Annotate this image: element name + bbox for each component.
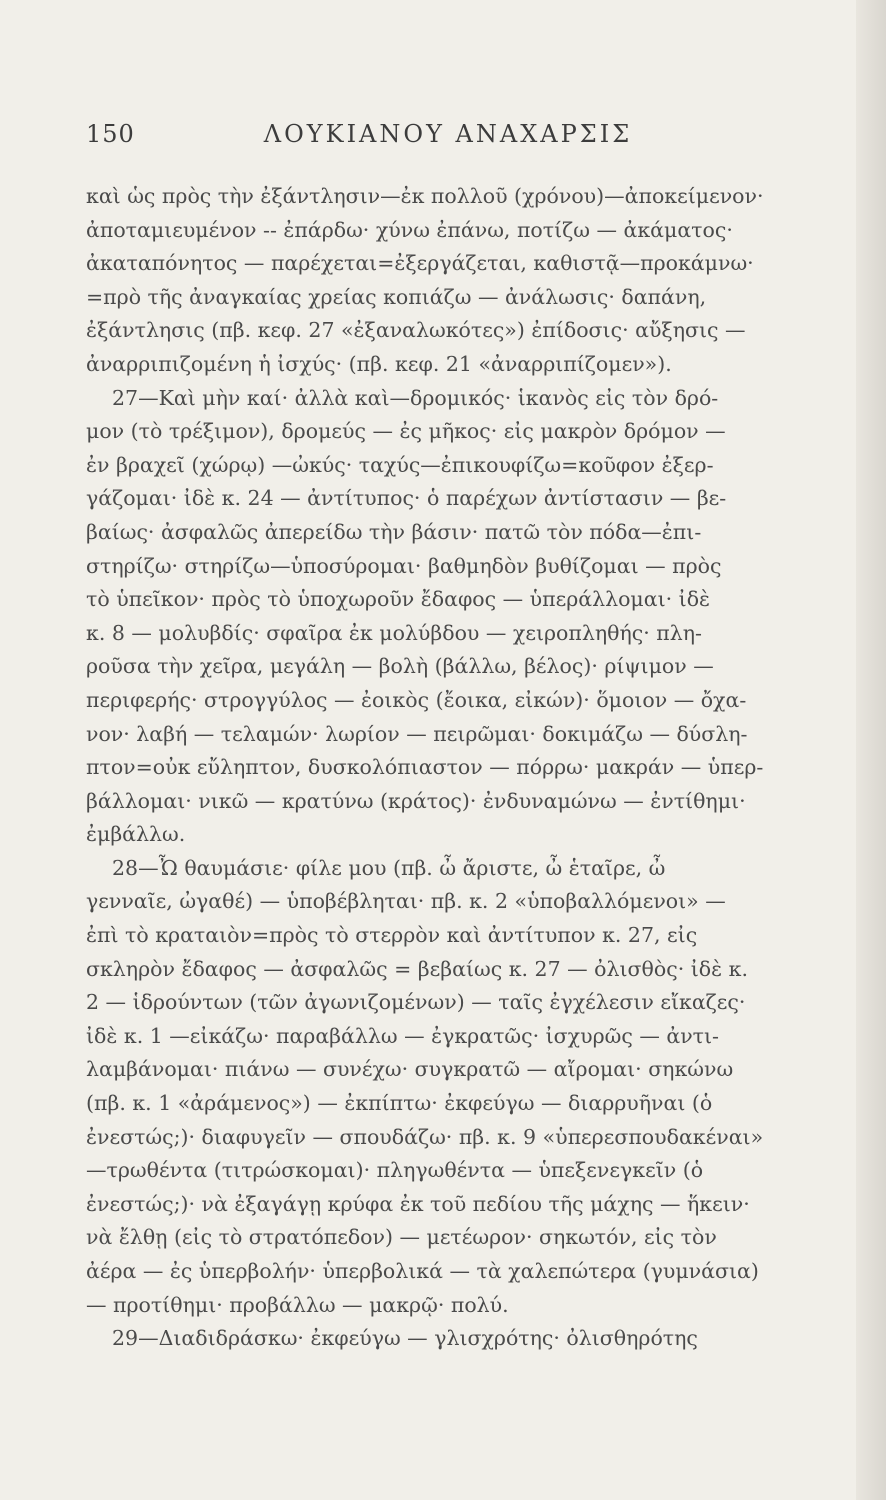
text-line: πτον=οὐκ εὔληπτον, δυσκολόπιαστον — πόρρω· μακράν — ὑπερ- <box>86 755 764 780</box>
text-line: στηρίζω· στηρίζω—ὑποσύρομαι· βαθμηδὸν βυθίζομαι — πρὸς <box>86 553 722 578</box>
text-line: τὸ ὑπεῖκον· πρὸς τὸ ὑποχωροῦν ἔδαφος — ὑπεράλλομαι· ἰδὲ <box>86 587 711 612</box>
page-number: 150 <box>86 120 135 148</box>
text-line: ἐνεστώς;)· διαφυγεῖν — σπουδάζω· πβ. κ. 9 «ὑπερεσπουδακέναι» <box>86 1124 764 1149</box>
running-title: ΛΟΥΚΙΑΝΟΥ ΑΝΑΧΑΡΣΙΣ <box>263 120 633 148</box>
text-line: ἐν βραχεῖ (χώρῳ) —ὠκύς· ταχύς—ἐπικουφίζω=κοῦφον ἐξερ- <box>86 452 714 477</box>
text-line: κ. 8 — μολυβδίς· σφαῖρα ἐκ μολύβδου — χειροπληθής· πλη- <box>86 620 702 645</box>
page-header <box>86 120 810 160</box>
text-line: — προτίθημι· προβάλλω — μακρῷ· πολύ. <box>86 1292 509 1317</box>
page-edge <box>856 0 886 1500</box>
text-line: βάλλομαι· νικῶ — κρατύνω (κράτος)· ἐνδυναμώνω — ἐντίθημι· <box>86 788 746 813</box>
text-line: νον· λαβή — τελαμών· λωρίον — πειρῶμαι· δοκιμάζω — δύσλη- <box>86 721 748 746</box>
text-line: ἐνεστώς;)· νὰ ἐξαγάγῃ κρύφα ἐκ τοῦ πεδίου τῆς μάχης — ἥκειν· <box>86 1191 750 1216</box>
text-line: ἀποταμιευμένον -- ἐπάρδω· χύνω ἐπάνω, ποτίζω — ἀκάματος· <box>86 217 733 242</box>
section-27-start: 27—Καὶ μὴν καί· ἀλλὰ καὶ—δρομικός· ἱκανὸς εἰς τὸν δρό- <box>112 385 719 410</box>
text-line: (πβ. κ. 1 «ἀράμενος») — ἐκπίπτω· ἐκφεύγω — διαρρυῆναι (ὁ <box>86 1091 713 1116</box>
text-line: νὰ ἔλθῃ (εἰς τὸ στρατόπεδον) — μετέωρον· σηκωτόν, εἰς τὸν <box>86 1225 717 1250</box>
text-line: ἐμβάλλω. <box>86 822 186 847</box>
text-line: καὶ ὡς πρὸς τὴν ἐξάντλησιν—ἐκ πολλοῦ (χρόνου)—ἀποκείμενον· <box>86 184 764 208</box>
text-line: γάζομαι· ἰδὲ κ. 24 — ἀντίτυπος· ὁ παρέχων ἀντίστασιν — βε- <box>86 486 727 511</box>
text-line: ροῦσα τὴν χεῖρα, μεγάλη — βολὴ (βάλλω, βέλος)· ρίψιμον — <box>86 654 714 679</box>
text-line: 2 — ἱδρούντων (τῶν ἀγωνιζομένων) — ταῖς ἐγχέλεσιν εἴκαζες· <box>86 990 746 1015</box>
text-line: βαίως· ἀσφαλῶς ἀπερείδω τὴν βάσιν· πατῶ τὸν πόδα—ἐπι- <box>86 519 702 544</box>
text-line: ἰδὲ κ. 1 —εἰκάζω· παραβάλλω — ἐγκρατῶς· ἰσχυρῶς — ἀντι- <box>86 1023 719 1048</box>
text-line: —τρωθέντα (τιτρώσκομαι)· πληγωθέντα — ὑπεξενεγκεῖν (ὁ <box>86 1158 704 1183</box>
section-28-start: 28—Ὦ θαυμάσιε· φίλε μου (πβ. ὦ ἄριστε, ὦ ἑταῖρε, ὦ <box>112 855 666 880</box>
section-29-start: 29—Διαδιδράσκω· ἐκφεύγω — γλισχρότης· ὀλισθηρότης <box>112 1326 698 1351</box>
text-line: μον (τὸ τρέξιμον), δρομεύς — ἐς μῆκος· εἰς μακρὸν δρόμον — <box>86 419 726 444</box>
text-line: ἐπὶ τὸ κραταιὸν=πρὸς τὸ στερρὸν καὶ ἀντίτυπον κ. 27, εἰς <box>86 923 698 948</box>
text-line: λαμβάνομαι· πιάνω — συνέχω· συγκρατῶ — αἴρομαι· σηκώνω <box>86 1057 734 1082</box>
text-line: ἀκαταπόνητος — παρέχεται=ἐξεργάζεται, καθιστᾷ—προκάμνω· <box>86 251 754 276</box>
text-line: ἐξάντλησις (πβ. κεφ. 27 «ἐξαναλωκότες») ἐπίδοσις· αὔξησις — <box>86 318 746 343</box>
text-line: γενναῖε, ὠγαθέ) — ὑποβέβληται· πβ. κ. 2 «ὑποβαλλόμενοι» — <box>86 889 726 914</box>
commentary-text <box>86 180 814 1356</box>
text-line: =πρὸ τῆς ἀναγκαίας χρείας κοπιάζω — ἀνάλωσις· δαπάνη, <box>86 284 707 309</box>
text-line: σκληρὸν ἔδαφος — ἀσφαλῶς = βεβαίως κ. 27 — ὀλισθὸς· ἰδὲ κ. <box>86 956 748 981</box>
text-line: ἀέρα — ἐς ὑπερβολήν· ὑπερβολικά — τὰ χαλεπώτερα (γυμνάσια) <box>86 1259 759 1283</box>
text-line: περιφερής· στρογγύλος — ἐοικὸς (ἔοικα, εἰκών)· ὅμοιον — ὄχα- <box>86 687 747 712</box>
text-line: ἀναρριπιζομένη ἡ ἰσχύς· (πβ. κεφ. 21 «ἀναρριπίζομεν»). <box>86 351 672 376</box>
